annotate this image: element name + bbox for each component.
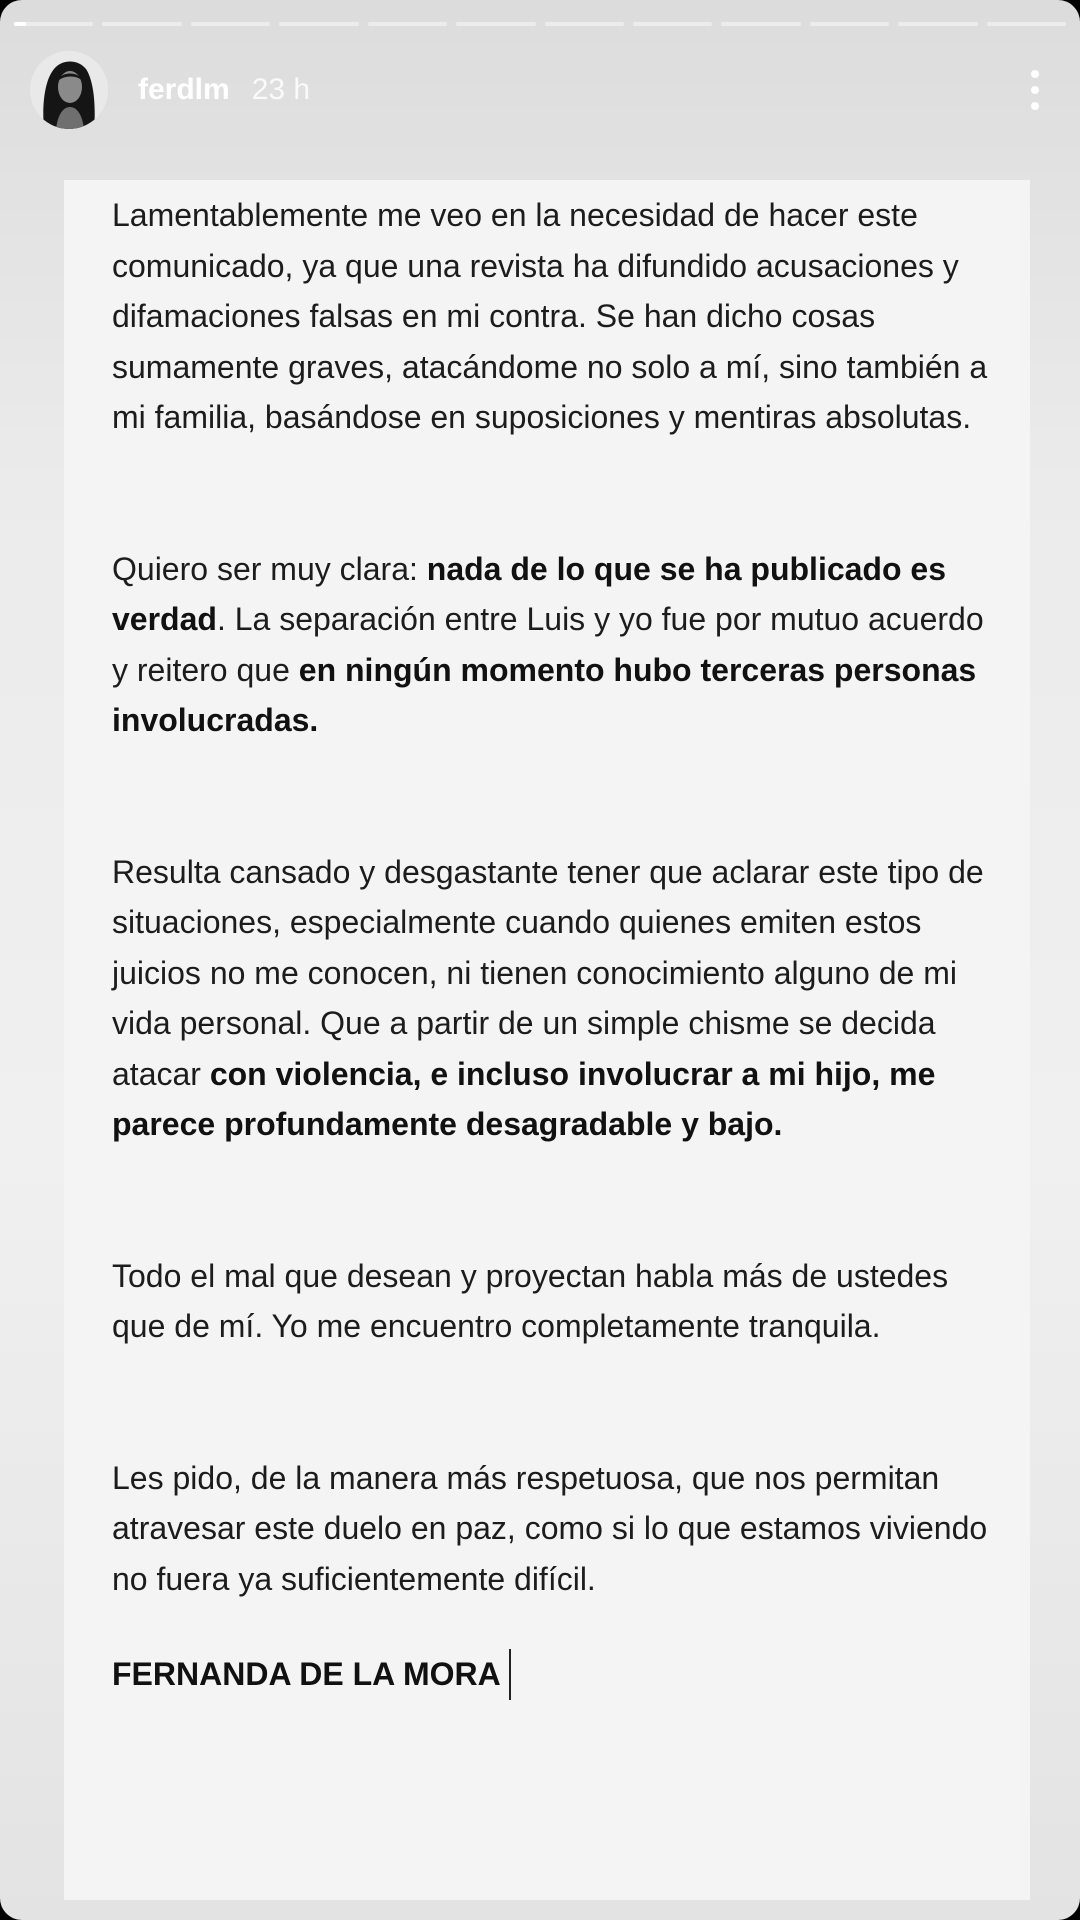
story-progress-bar — [14, 22, 1066, 26]
story-progress-segment — [721, 22, 800, 26]
story-progress-segment — [456, 22, 535, 26]
statement-paragraph-3 — [112, 847, 992, 1150]
story-progress-segment — [102, 22, 181, 26]
story-progress-segment — [368, 22, 447, 26]
username[interactable]: ferdlm — [138, 73, 230, 106]
paragraph-bold-text: nada de lo que se ha publicado es verdad — [112, 550, 946, 637]
story-progress-segment — [898, 22, 977, 26]
more-vertical-icon-dot — [1031, 102, 1039, 110]
story-progress-segment — [987, 22, 1066, 26]
signature: FERNANDA DE LA MORA — [112, 1649, 511, 1700]
statement-paragraph-5: Les pido, de la manera más respetuosa, que nos permitan atravesar este duelo en paz, como si lo que estamos viviendo no fuera ya suficientemente difícil. — [112, 1459, 988, 1597]
profile-photo-icon — [30, 51, 108, 129]
story-progress-segment — [545, 22, 624, 26]
statement-paragraph-1: Lamentablemente me veo en la necesidad de hacer este comunicado, ya que una revista ha difundido acusaciones y difamaciones falsas en mi contra. Se han dicho cosas sumamente graves, atacándome no solo a mí, sino también a mi familia, basándose en suposiciones y mentiras absolutas. — [112, 197, 988, 435]
story-progress-segment — [279, 22, 358, 26]
statement-paragraph-4: Todo el mal que desean y proyectan habla más de ustedes que de mí. Yo me encuentro completamente tranquila. — [112, 1257, 949, 1344]
more-options-button[interactable] — [1020, 65, 1050, 115]
paragraph-text: Resulta cansado y desgastante tener que aclarar este tipo de situaciones, especialmente cuando quienes emiten estos juicios no me conocen, ni tienen conocimiento alguno de mi vida personal. Que a partir de un simple chisme se decida atacar — [112, 853, 984, 1092]
statement-paragraph-2 — [112, 544, 992, 746]
story-progress-segment — [810, 22, 889, 26]
more-vertical-icon-dot — [1031, 70, 1039, 78]
story-progress-segment — [191, 22, 270, 26]
story-progress-segment — [14, 22, 93, 26]
more-vertical-icon-dot — [1031, 86, 1039, 94]
avatar[interactable] — [30, 51, 108, 129]
paragraph-bold-text: con violencia, e incluso involucrar a mi hijo, me parece profundamente desagradable y bajo. — [112, 1055, 936, 1142]
paragraph-bold-text: en ningún momento hubo terceras personas involucradas. — [112, 651, 977, 738]
statement-text — [112, 190, 992, 1700]
story-progress-segment — [633, 22, 712, 26]
post-time: 23 h — [251, 73, 311, 106]
paragraph-text: Quiero ser muy clara: — [112, 550, 427, 587]
story-progress-fill — [14, 22, 26, 26]
paragraph-text: . La separación entre Luis y yo fue por mutuo acuerdo y reitero que — [112, 601, 984, 688]
story-header — [30, 50, 1050, 130]
